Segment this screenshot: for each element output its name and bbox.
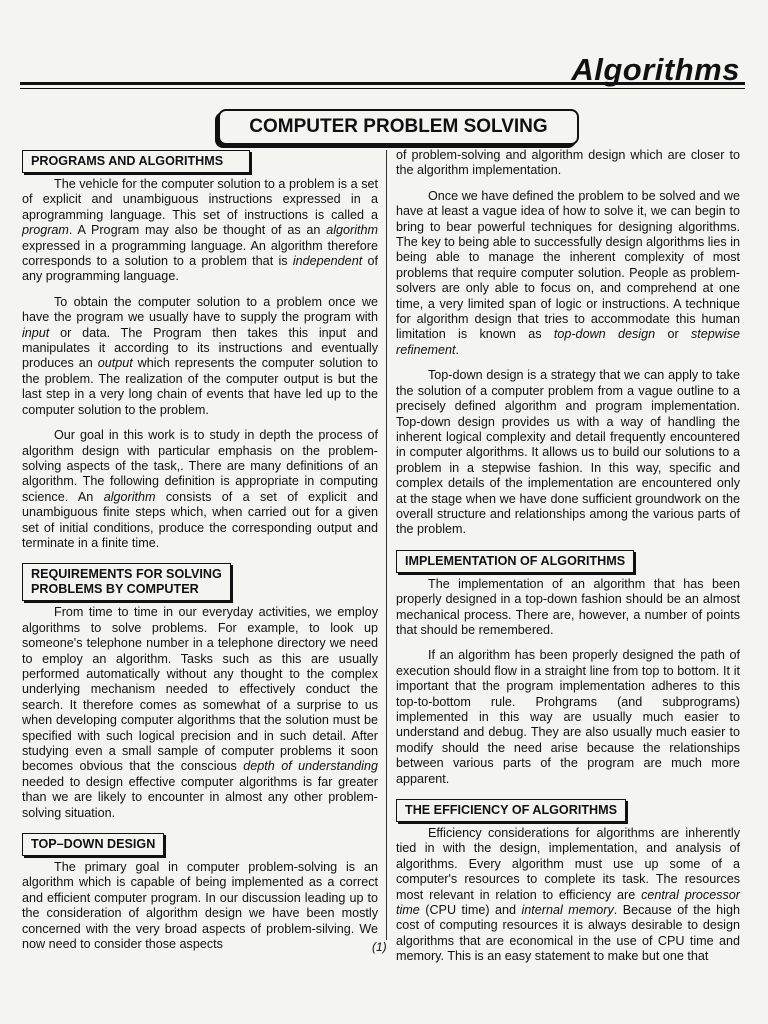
column-divider xyxy=(386,150,387,940)
running-header-title: Algorithms xyxy=(571,52,740,87)
paragraph: The primary goal in computer problem-solving is an algorithm which is capable of being implemented as a correct and efficient computer program. In our discussion leading up to the consideration of algorithm design we have been mostly concerned with the very broad aspects of problem-silving. We now need to consider those aspects xyxy=(22,860,378,952)
header-rule-thin xyxy=(20,88,745,89)
section-heading-programs-and-algorithms: PROGRAMS AND ALGORITHMS xyxy=(22,150,250,173)
paragraph: Once we have defined the problem to be solved and we have at least a vague idea of how to solve it, we can begin to bring to bear powerful techniques for designing algorithms. The key to being able to successfully design algorithms lies in being able to manage the inherent complexity of most problems that require computer solution. People as problem-solvers are only able to focus on, and comprehend at one time, a very limited span of logic or instructions. A technique for algorithm design that tries to accommodate this human limitation is known as top-down design or stepwise refinement. xyxy=(396,188,740,357)
right-column xyxy=(396,148,740,975)
paragraph: Top-down design is a strategy that we can apply to take the solution of a computer problem from a vague outline to a precisely defined algorithm and program implementation. Top-down design provides us with a way of handling the inherent logical complexity and detail frequently encountered in computer algorithms. It allows us to build our solutions to a problem in a stepwise fashion. In this way, specific and complex details of the implementation are encountered only at the stage when we have done sufficient groundwork on the overall structure and relationships among the various parts of the problem. xyxy=(396,368,740,537)
paragraph: The implementation of an algorithm that has been properly designed in a top-down fashion should be an almost mechanical process. There are, however, a number of points that should be remembered. xyxy=(396,576,740,637)
paragraph: Our goal in this work is to study in depth the process of algorithm design with particular emphasis on the problem-solving aspects of the task,. There are many definitions of an algorithm. The following definition is appropriate in computing science. An algorithm consists of a set of explicit and unambiguous finite steps which, when carried out for a given set of initial conditions, produce the corresponding output and terminate in a finite time. xyxy=(22,428,378,550)
section-heading-efficiency: THE EFFICIENCY OF ALGORITHMS xyxy=(396,799,626,822)
left-column xyxy=(22,148,378,962)
page-number: (1) xyxy=(372,940,387,954)
chapter-title-box xyxy=(218,109,579,145)
section-heading-implementation: IMPLEMENTATION OF ALGORITHMS xyxy=(396,550,634,573)
paragraph: Efficiency considerations for algorithms are inherently tied in with the design, implementation, and analysis of algorithms. Every algorithm must use up some of a computer's resources to complete its task. The resources most relevant in relation to efficiency are central processor time (CPU time) and internal memory. Because of the high cost of computing resources it is always desirable to design algorithms that are economical in the use of CPU time and memory. This is an easy statement to make but one that xyxy=(396,826,740,964)
paragraph: The vehicle for the computer solution to a problem is a set of explicit and unambiguous instructions expressed in a aprogramming language. This set of instructions is called a program. A Program may also be thought of as an algorithm expressed in a programming language. An algorithm therefore corresponds to a solution to a problem that is independent of any programming language. xyxy=(22,177,378,284)
section-heading-top-down-design: TOP–DOWN DESIGN xyxy=(22,833,164,856)
paragraph: If an algorithm has been properly designed the path of execution should flow in a straight line from top to bottom. It it important that the program implementation adheres to this top-to-bottom rule. Prohgrams (and subprograms) implemented in this way are usually much easier to understand and debug. They are also usually much easier to modify should the need arise because the relationships between various parts of the program are much more apparent. xyxy=(396,648,740,786)
paragraph: To obtain the computer solution to a problem once we have the program we usually have to supply the program with input or data. The Program then takes this input and manipulates it according to its instructions and eventually produces an output which represents the computer solution to the problem. The realization of the computer output is but the last step in a very long chain of events that have led up to the computer solution to the problem. xyxy=(22,294,378,417)
paragraph: From time to time in our everyday activities, we employ algorithms to solve problems. For example, to look up someone's telephone number in a telephone directory we need to employ an algorithm. Tasks such as this are usually performed automatically without any thought to the complex underlying mechanism needed to effectively conduct the search. It therefore comes as somewhat of a surprise to us when developing computer algorithms that the solution must be specified with such logical precision and in such detail. After studying even a small sample of computer problems it soon becomes obvious that the conscious depth of understanding needed to design effective computer algorithms is far greater than we are likely to encounter in almost any other problem-solving situation. xyxy=(22,605,378,820)
chapter-title: COMPUTER PROBLEM SOLVING xyxy=(249,116,548,137)
paragraph: of problem-solving and algorithm design which are closer to the algorithm implementation. xyxy=(396,148,740,178)
section-heading-requirements: REQUIREMENTS FOR SOLVING PROBLEMS BY COMPUTER xyxy=(22,563,231,601)
